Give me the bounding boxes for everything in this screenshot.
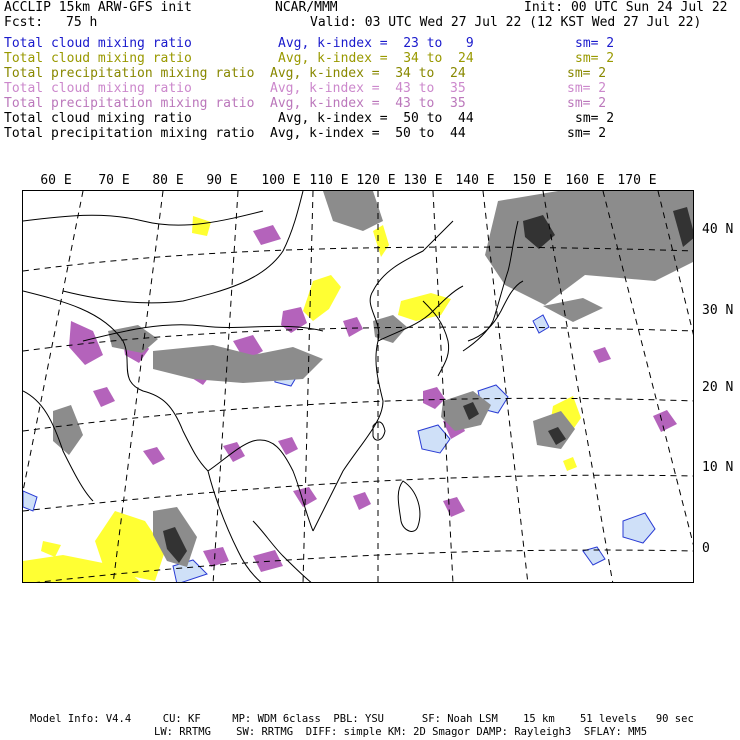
- field-avg: Avg, k-index = 43 to 35: [270, 81, 466, 96]
- field-name: Total precipitation mixing ratio: [4, 126, 255, 141]
- lon-label: 130 E: [403, 173, 443, 188]
- lon-label: 100 E: [261, 173, 301, 188]
- lon-label: 160 E: [565, 173, 605, 188]
- lat-label: 10 N: [702, 460, 734, 475]
- map-panel: [22, 190, 694, 583]
- field-sm: sm= 2: [567, 126, 607, 141]
- field-name: Total cloud mixing ratio: [4, 81, 192, 96]
- model-title: ACCLIP 15km ARW-GFS init: [4, 0, 192, 15]
- lon-label: 70 E: [98, 173, 130, 188]
- model-info: Model Info: V4.4 CU: KF MP: WDM 6class PBL: YSU SF: Noah LSM 15 km 51 levels 90 sec: [30, 713, 694, 725]
- forecast-label: Fcst:: [4, 15, 44, 30]
- field-avg: Avg, k-index = 34 to 24: [270, 66, 466, 81]
- field-sm: sm= 2: [567, 96, 607, 111]
- field-avg: Avg, k-index = 23 to 9: [278, 36, 474, 51]
- lat-label: 40 N: [702, 222, 734, 237]
- lon-label: 120 E: [356, 173, 396, 188]
- field-avg: Avg, k-index = 34 to 24: [278, 51, 474, 66]
- coastlines: [23, 191, 523, 583]
- valid-time: Valid: 03 UTC Wed 27 Jul 22 (12 KST Wed 27 Jul 22): [310, 15, 702, 30]
- field-name: Total precipitation mixing ratio: [4, 96, 255, 111]
- lon-label: 90 E: [206, 173, 238, 188]
- field-name: Total cloud mixing ratio: [4, 111, 192, 126]
- field-name: Total precipitation mixing ratio: [4, 66, 255, 81]
- lon-label: 170 E: [617, 173, 657, 188]
- institution-label: NCAR/MMM: [275, 0, 338, 15]
- lon-label: 60 E: [40, 173, 72, 188]
- lon-label: 140 E: [455, 173, 495, 188]
- field-sm: sm= 2: [575, 111, 615, 126]
- field-avg: Avg, k-index = 50 to 44: [270, 126, 466, 141]
- lat-label: 20 N: [702, 380, 734, 395]
- field-avg: Avg, k-index = 50 to 44: [278, 111, 474, 126]
- field-name: Total cloud mixing ratio: [4, 51, 192, 66]
- lon-label: 80 E: [152, 173, 184, 188]
- lon-label: 110 E: [309, 173, 349, 188]
- physics-info: LW: RRTMG SW: RRTMG DIFF: simple KM: 2D Smagor DAMP: Rayleigh3 SFLAY: MM5: [154, 726, 648, 738]
- forecast-hours: 75 h: [66, 15, 98, 30]
- field-sm: sm= 2: [575, 51, 615, 66]
- init-time: Init: 00 UTC Sun 24 Jul 22: [524, 0, 728, 15]
- field-sm: sm= 2: [567, 66, 607, 81]
- field-sm: sm= 2: [567, 81, 607, 96]
- field-avg: Avg, k-index = 43 to 35: [270, 96, 466, 111]
- field-name: Total cloud mixing ratio: [4, 36, 192, 51]
- field-sm: sm= 2: [575, 36, 615, 51]
- lat-label: 0: [702, 541, 710, 556]
- cloud-field-top: [53, 191, 694, 567]
- map-canvas: [23, 191, 694, 583]
- lat-label: 30 N: [702, 303, 734, 318]
- lon-label: 150 E: [512, 173, 552, 188]
